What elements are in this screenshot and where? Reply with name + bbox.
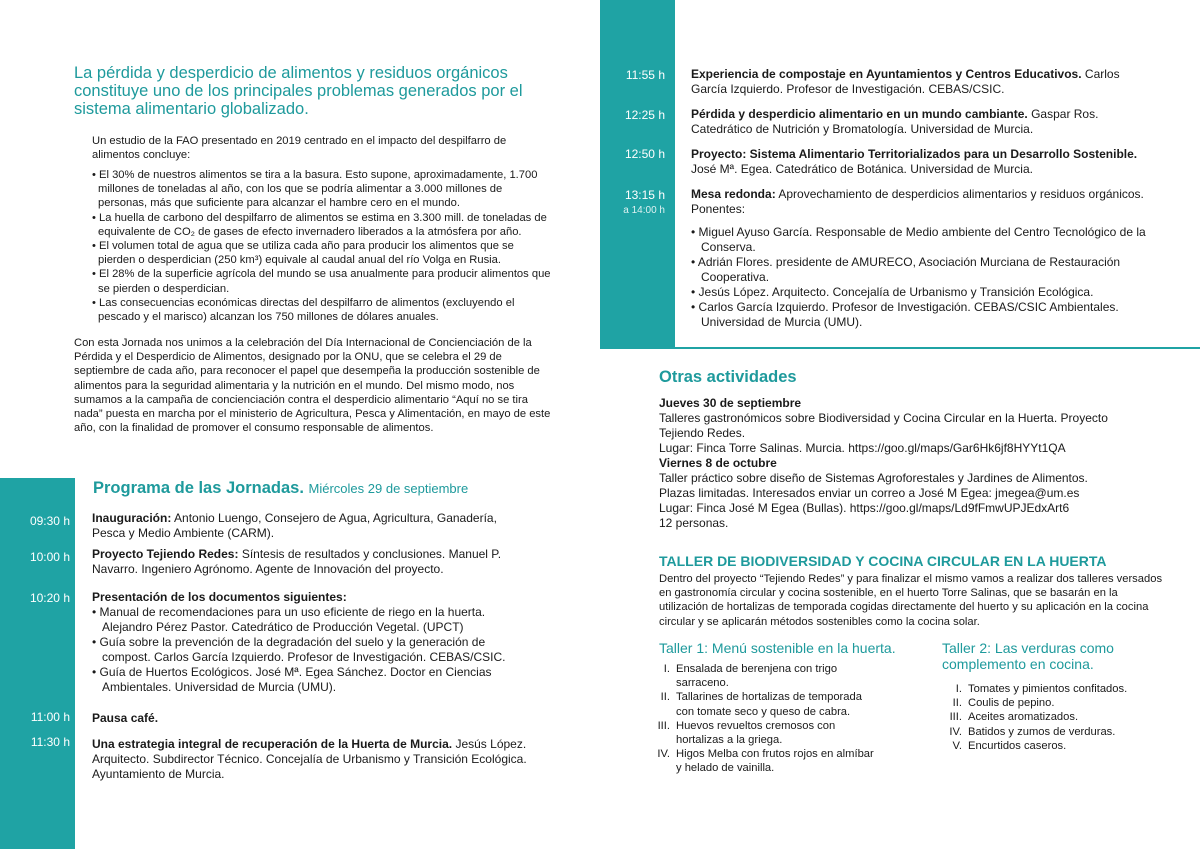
intro-bullet: • La huella de carbono del despilfarro de alimentos se estima en 3.300 mill. de toneladas de equivalente de CO₂ de gases de efecto invernadero liberados a la atmósfera por año.: [92, 211, 547, 238]
menu-item-number: I.: [955, 683, 962, 695]
section-divider: [600, 347, 1200, 349]
activity-line: Talleres gastronómicos sobre Biodiversidad y Cocina Circular en la Huerta. Proyecto: [659, 411, 1108, 425]
program-item-text: Aprovechamiento de desperdicios alimentarios y residuos orgánicos. Ponentes:: [691, 187, 1144, 216]
activity-line: Tejiendo Redes.: [659, 426, 746, 440]
workshop-1-title: Taller 1: Menú sostenible en la huerta.: [659, 640, 896, 656]
menu-item: [650, 690, 880, 718]
menu-item: [650, 662, 880, 690]
program-item-title: Proyecto Tejiendo Redes:: [92, 547, 239, 561]
workshop-2-menu: [942, 682, 1182, 753]
menu-item-number: V.: [952, 739, 962, 752]
menu-item: [942, 696, 1182, 710]
menu-item-text: Higos Melba con frutos rojos en almíbar y helado de vainilla.: [676, 748, 874, 775]
workshop-description: Dentro del proyecto “Tejiendo Redes” y para finalizar el mismo vamos a realizar dos talleres versados en gastronomía circular y cocina sostenible, en el huerto Torre Salinas, que se basarán en la utilización de hortalizas de temporada cogidas directamente del huerto y su aplicación en la cocina circular y se aplicarán métodos sostenibles como la cocina solar.: [659, 573, 1163, 628]
menu-item-text: Aceites aromatizados.: [968, 711, 1079, 724]
menu-item: [650, 719, 880, 747]
program-item: [691, 187, 1146, 330]
program-item: [92, 590, 532, 695]
time-label: 12:50 h: [624, 147, 665, 161]
program-item-text: Síntesis de resultados y conclusiones. Manuel P. Navarro. Ingeniero Agrónomo. Agente de Innovación del proyecto.: [92, 547, 502, 576]
time-label: 10:20 h: [29, 591, 70, 605]
time-label: 12:25 h: [624, 108, 665, 122]
time-label: 11:55 h: [625, 68, 665, 82]
program-item-title: Pausa café.: [92, 711, 159, 725]
activity-line: Lugar: Finca Torre Salinas. Murcia. https://goo.gl/maps/Gar6Hk6jf8HYYt1QA: [659, 441, 1066, 455]
program-item-title: Experiencia de compostaje en Ayuntamientos y Centros Educativos.: [691, 67, 1082, 81]
left-time-band: [0, 478, 75, 849]
menu-item-number: III.: [657, 719, 670, 732]
program-item-text: José Mª. Egea. Catedrático de Botánica. Universidad de Murcia.: [691, 162, 1033, 176]
activity-date: Jueves 30 de septiembre: [659, 396, 802, 410]
menu-item-text: Huevos revueltos cremosos con hortalizas a la griega.: [676, 719, 836, 747]
program-item: [92, 511, 532, 541]
workshop-2-title: Taller 2: Las verduras como complemento en cocina.: [942, 640, 1114, 672]
menu-item-number: IV.: [949, 725, 962, 738]
menu-item-number: IV.: [657, 748, 670, 761]
menu-item-number: III.: [949, 711, 962, 724]
intro-heading: La pérdida y desperdicio de alimentos y residuos orgánicos constituye uno de los principales problemas generados por el sistema alimentario globalizado.: [74, 64, 523, 118]
menu-item: [942, 739, 1182, 753]
time-label: 11:30 h: [30, 735, 70, 749]
program-item-title: Presentación de los documentos siguientes:: [92, 590, 347, 604]
menu-item: [650, 747, 880, 775]
program-item-title: Inauguración:: [92, 511, 172, 525]
program-item: [92, 737, 532, 782]
menu-item: [942, 710, 1182, 724]
intro-bullet: • Las consecuencias económicas directas del despilfarro de alimentos (excluyendo el pescado y el marisco) alcanzan los 750 millones de dólares anuales.: [92, 296, 515, 324]
program-item-text: Carlos García Izquierdo. Profesor de Investigación. CEBAS/CSIC.: [691, 67, 1120, 96]
activity-date: Viernes 8 de octubre: [659, 456, 777, 470]
activity-line: Plazas limitadas. Interesados enviar un correo a José M Egea: jmegea@um.es: [659, 486, 1080, 500]
program-item-title: Proyecto: Sistema Alimentario Territorializados para un Desarrollo Sostenible.: [691, 147, 1138, 161]
document-item: • Guía sobre la prevención de la degradación del suelo y la generación de compost. Carlos García Izquierdo. Profesor de Investigación. CEBAS/CSIC.: [92, 635, 506, 664]
workshop-heading: TALLER DE BIODIVERSIDAD Y COCINA CIRCULAR EN LA HUERTA: [659, 553, 1107, 569]
program-item: [691, 147, 1146, 177]
program-item-title: Pérdida y desperdicio alimentario en un mundo cambiante.: [691, 107, 1028, 121]
program-item: [92, 547, 532, 577]
speaker-list: [691, 225, 1146, 330]
program-date: Miércoles 29 de septiembre: [308, 481, 469, 496]
time-label: 11:00 h: [30, 710, 70, 724]
menu-item-text: Coulis de pepino.: [968, 697, 1055, 710]
activity-line: 12 personas.: [659, 516, 729, 530]
time-end-label: a 14:00 h: [623, 205, 665, 216]
speaker-item: • Carlos García Izquierdo. Profesor de Investigación. CEBAS/CSIC Ambientales. Universidad de Murcia (UMU).: [691, 300, 1119, 329]
program-item-title: Mesa redonda:: [691, 187, 776, 201]
document-item: • Guía de Huertos Ecológicos. José Mª. Egea Sánchez. Doctor en Ciencias Ambientales. Universidad de Murcia (UMU).: [92, 665, 492, 694]
menu-item-text: Tomates y pimientos confitados.: [968, 683, 1128, 695]
time-label: 13:15 h: [624, 188, 665, 202]
time-label: 10:00 h: [29, 550, 70, 564]
right-time-band: [600, 0, 675, 349]
intro-bullet: • El 28% de la superficie agrícola del mundo se usa anualmente para producir alimentos que se pierden o desperdician.: [92, 268, 551, 295]
program-item-text: Antonio Luengo, Consejero de Agua, Agricultura, Ganadería, Pesca y Medio Ambiente (CARM).: [92, 511, 497, 540]
menu-item: [942, 725, 1182, 739]
program-item: [691, 107, 1146, 137]
intro-bullets: [92, 168, 552, 324]
other-activities-heading: Otras actividades: [659, 368, 797, 386]
document-item: • Manual de recomendaciones para un uso eficiente de riego en la huerta. Alejandro Pérez Pastor. Catedrático de Producción Vegetal. (UPCT): [92, 605, 486, 634]
time-label: 09:30 h: [29, 514, 70, 528]
other-activities: [659, 396, 1179, 531]
program-item-title: Una estrategia integral de recuperación de la Huerta de Murcia.: [92, 737, 453, 751]
activity-line: Lugar: Finca José M Egea (Bullas). https://goo.gl/maps/Ld9fFmwUPJEdxArt6: [659, 501, 1070, 515]
program-item-text: Jesús López. Arquitecto. Subdirector Técnico. Concejalía de Urbanismo y Transición Ecológica. Ayuntamiento de Murcia.: [92, 737, 527, 781]
program-item: [92, 711, 532, 726]
menu-item-text: Encurtidos caseros.: [968, 739, 1067, 752]
intro-lead-text: Un estudio de la FAO presentado en 2019 centrado en el impacto del despilfarro de alimentos concluye:: [92, 135, 507, 162]
intro-closing: Con esta Jornada nos unimos a la celebración del Día Internacional de Concienciación de la Pérdida y el Desperdicio de Alimentos, designado por la ONU, que se celebra el 29 de septiembre de cada año, para reconocer el papel que desempeña la producción sostenible de alimentos para la seguridad alimentaria y la nutrición en el mundo. Del mismo modo, nos sumamos a la campaña de concienciación contra el desperdicio alimentario “Aquí no se tira nada” puesta en marcha por el ministerio de Agricultura, Pesca y Alimentación, en mayo de este año, con la finalidad de promover el consumo responsable de alimentos.: [74, 337, 551, 435]
document-list: [92, 605, 532, 695]
intro-lead: [92, 134, 552, 162]
workshop-1-menu: [650, 662, 880, 776]
program-title: Programa de las Jornadas.: [93, 479, 304, 497]
speaker-item: • Jesús López. Arquitecto. Concejalía de Urbanismo y Transición Ecológica.: [691, 285, 1094, 299]
program-item: [691, 67, 1146, 97]
speaker-item: • Adrián Flores. presidente de AMURECO, Asociación Murciana de Restauración Cooperativa.: [691, 255, 1121, 284]
speaker-item: • Miguel Ayuso García. Responsable de Medio ambiente del Centro Tecnológico de la Conserva.: [691, 225, 1146, 254]
activity-line: Taller práctico sobre diseño de Sistemas Agroforestales y Jardines de Alimentos.: [659, 471, 1088, 485]
menu-item-number: II.: [952, 697, 962, 710]
program-heading: [93, 479, 468, 498]
intro-bullet: • El volumen total de agua que se utiliza cada año para producir los alimentos que se pierden o desperdician (250 km³) equivale al caudal anual del río Volga en Rusia.: [92, 240, 514, 267]
menu-item-number: I.: [663, 663, 670, 675]
intro-bullet: • El 30% de nuestros alimentos se tira a la basura. Esto supone, aproximadamente, 1.700 millones de toneladas al año, con los que se podría alimentar a 3.000 millones de personas, más que suficiente para alcanzar el hambre cero en el mundo.: [92, 169, 538, 210]
menu-item-text: Batidos y zumos de verduras.: [968, 725, 1116, 738]
program-item-text: Gaspar Ros. Catedrático de Nutrición y Bromatología. Universidad de Murcia.: [691, 107, 1099, 136]
menu-item-text: Ensalada de berenjena con trigo sarraceno.: [676, 663, 838, 690]
menu-item-number: II.: [660, 691, 670, 704]
menu-item: [942, 682, 1182, 696]
menu-item-text: Tallarines de hortalizas de temporada con tomate seco y queso de cabra.: [676, 691, 862, 718]
